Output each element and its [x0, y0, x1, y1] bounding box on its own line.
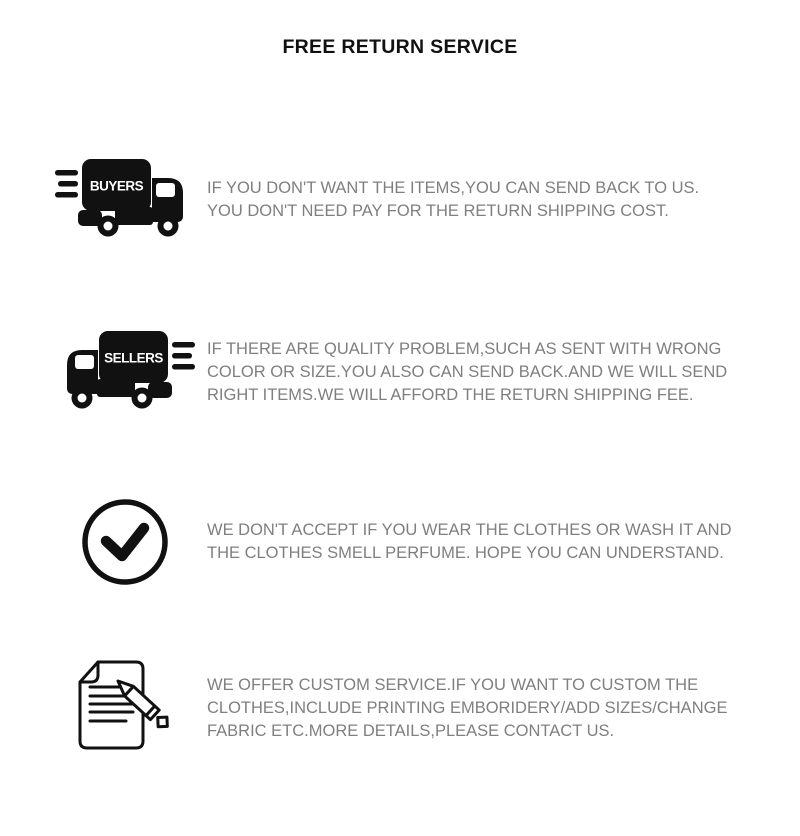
service-item-text	[207, 519, 752, 565]
service-item-text	[207, 674, 752, 743]
service-text-line: FABRIC ETC.MORE DETAILS,PLEASE CONTACT US.	[207, 721, 615, 740]
service-item-text	[207, 338, 752, 407]
service-text-line: YOU DON'T NEED PAY FOR THE RETURN SHIPPING COST.	[207, 202, 669, 220]
service-text-line: THE CLOTHES SMELL PERFUME. HOPE YOU CAN UNDERSTAND.	[207, 544, 724, 562]
service-item-no-worn-returns	[0, 496, 800, 588]
service-text-line: CLOTHES,INCLUDE PRINTING EMBORIDERY/ADD SIZES/CHANGE	[207, 698, 728, 717]
buyers-truck-icon	[55, 155, 195, 245]
service-text-line: RIGHT ITEMS.WE WILL AFFORD THE RETURN SHIPPING FEE.	[207, 385, 694, 404]
service-text-line: COLOR OR SIZE.YOU ALSO CAN SEND BACK.AND WE WILL SEND	[207, 362, 728, 381]
service-text-line: IF YOU DON'T WANT THE ITEMS,YOU CAN SEND BACK TO US.	[207, 179, 700, 197]
buyers-truck-label: BUYERS	[89, 178, 144, 194]
checkmark-circle-icon	[55, 497, 195, 587]
service-text-line: WE OFFER CUSTOM SERVICE.IF YOU WANT TO CUSTOM THE	[207, 675, 699, 694]
service-item-custom-service	[0, 652, 800, 764]
service-text-line: WE DON'T ACCEPT IF YOU WEAR THE CLOTHES OR WASH IT AND	[207, 521, 732, 539]
service-item-buyers	[0, 152, 800, 248]
service-item-sellers	[0, 322, 800, 422]
page-title: FREE RETURN SERVICE	[282, 36, 518, 58]
service-text-line: IF THERE ARE QUALITY PROBLEM,SUCH AS SENT WITH WRONG	[207, 339, 722, 358]
sellers-truck-label: SELLERS	[104, 350, 163, 366]
document-pencil-icon	[55, 656, 195, 761]
service-item-text	[207, 177, 752, 223]
sellers-truck-icon	[55, 327, 195, 417]
